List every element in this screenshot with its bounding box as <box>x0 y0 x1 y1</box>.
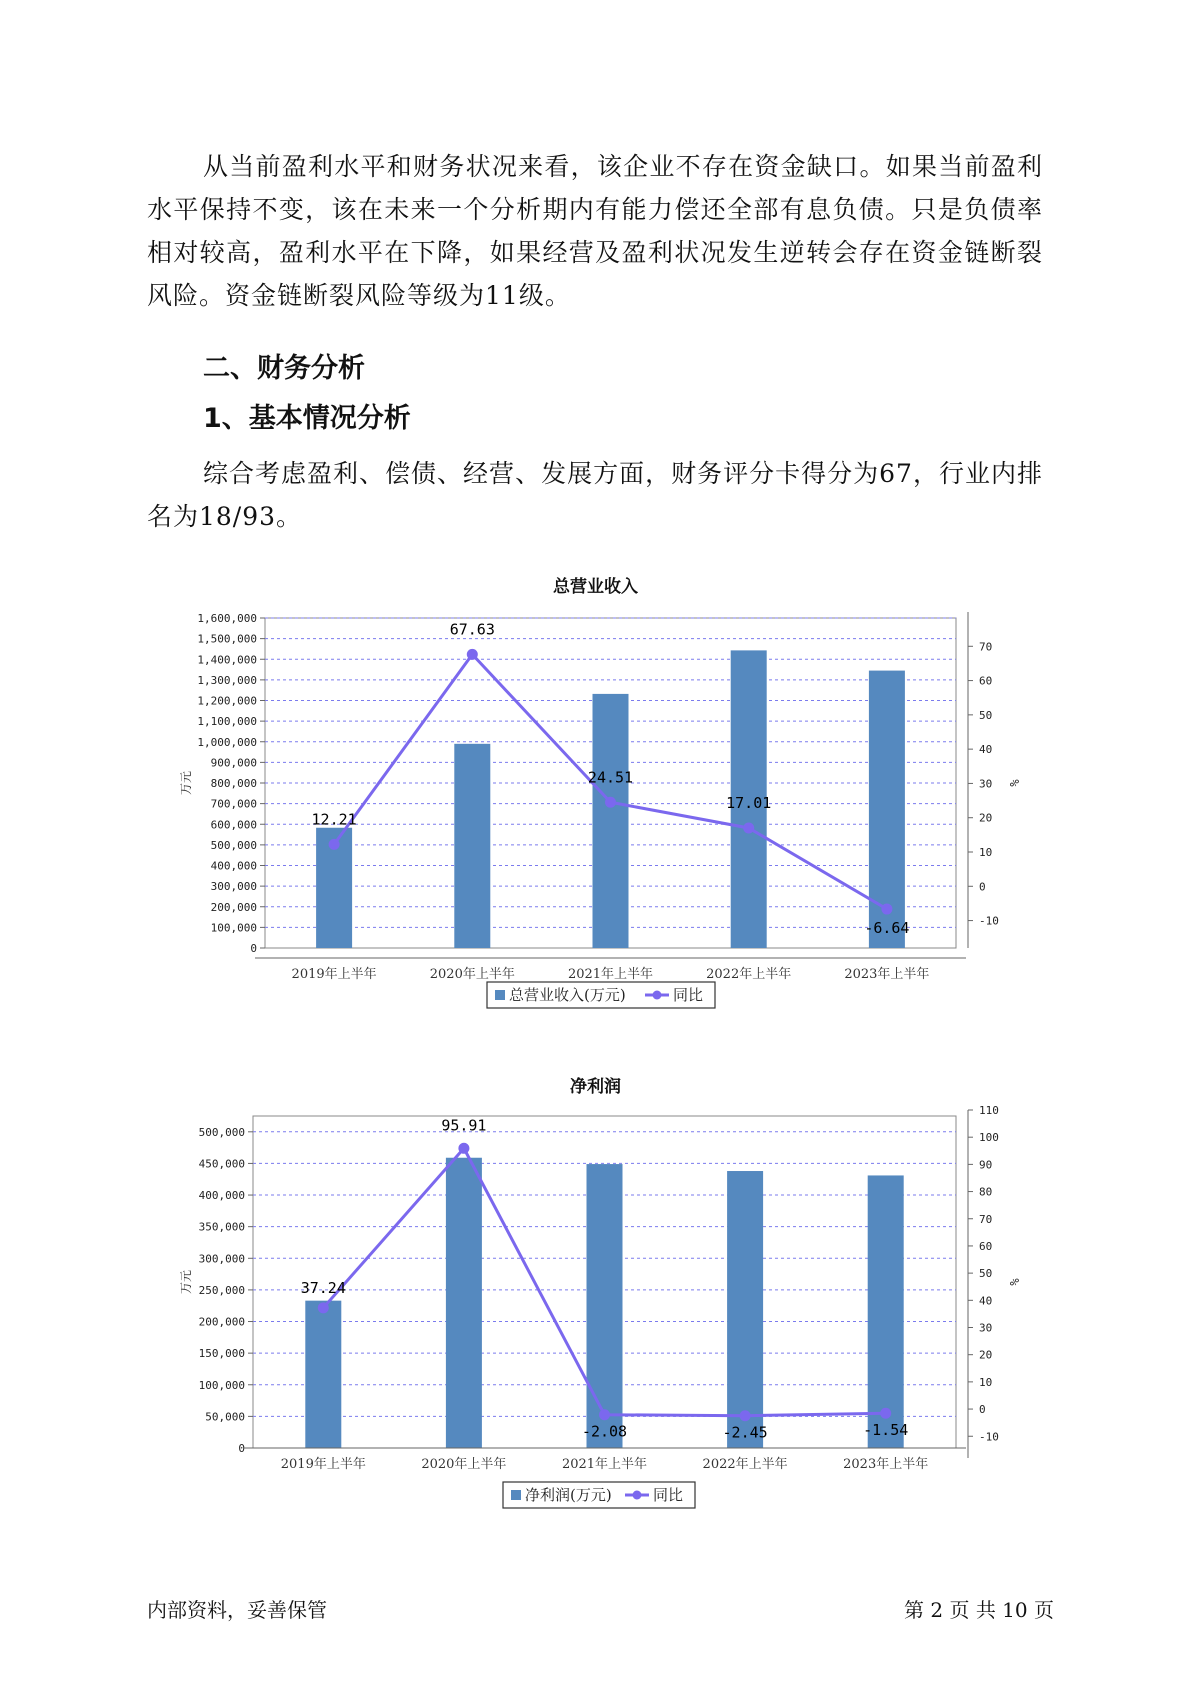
paragraph-scorecard: 综合考虑盈利、偿债、经营、发展方面，财务评分卡得分为67，行业内排名为18/93。 <box>147 459 1043 531</box>
yoy-point <box>458 1143 469 1154</box>
y-tick-label: 0 <box>250 942 257 955</box>
footer-confidential: 内部资料，妥善保管 <box>147 1598 327 1622</box>
y-tick-label: 1,200,000 <box>197 694 257 708</box>
y2-tick-label: 80 <box>979 1185 993 1199</box>
revenue-chart <box>0 600 1191 1025</box>
section-heading: 二、财务分析 <box>203 353 365 384</box>
legend-bar-label: 净利润(万元) <box>525 1486 612 1504</box>
y-tick-label: 1,400,000 <box>197 653 257 667</box>
bar <box>727 1171 763 1448</box>
yoy-point <box>881 904 892 915</box>
y-tick-label: 700,000 <box>210 797 257 811</box>
yoy-point <box>740 1410 751 1421</box>
data-label: -2.45 <box>722 1423 768 1442</box>
footer-page-number: 第 2 页 共 10 页 <box>904 1598 1054 1622</box>
y-tick-label: 1,300,000 <box>197 673 257 687</box>
y-tick-label: 300,000 <box>198 1252 245 1266</box>
y-axis-label: 万元 <box>179 770 193 796</box>
y-tick-label: 500,000 <box>210 838 257 852</box>
y2-tick-label: 0 <box>979 880 986 894</box>
y-tick-label: 200,000 <box>210 900 257 914</box>
legend-bar-label: 总营业收入(万元) <box>509 986 626 1004</box>
x-tick-label: 2019年上半年 <box>291 967 377 982</box>
y2-axis-label: % <box>1007 1278 1021 1286</box>
y2-tick-label: 100 <box>979 1131 999 1145</box>
y2-tick-label: 90 <box>979 1158 993 1172</box>
legend-line-label: 同比 <box>653 1486 684 1504</box>
y-tick-label: 200,000 <box>198 1315 245 1329</box>
data-label: 24.51 <box>587 768 634 787</box>
y2-tick-label: 20 <box>979 811 993 825</box>
y-axis-label: 万元 <box>179 1269 193 1295</box>
y-tick-label: 300,000 <box>210 880 257 894</box>
y2-tick-label: 50 <box>979 1267 993 1281</box>
subsection-heading: 1、基本情况分析 <box>203 403 411 434</box>
bar <box>454 744 490 948</box>
y-tick-label: 1,600,000 <box>197 612 257 625</box>
y-tick-label: 1,000,000 <box>197 735 257 749</box>
yoy-point <box>743 822 754 833</box>
bar <box>868 1175 904 1448</box>
data-label: -2.08 <box>581 1422 628 1441</box>
data-label: 17.01 <box>726 793 772 812</box>
y2-tick-label: 40 <box>979 1294 993 1308</box>
data-label: 37.24 <box>300 1278 346 1297</box>
y-tick-label: 900,000 <box>210 756 257 770</box>
y2-tick-label: 30 <box>979 777 993 791</box>
x-tick-label: 2021年上半年 <box>561 1457 648 1472</box>
x-tick-label: 2020年上半年 <box>421 1457 507 1472</box>
data-label: 95.91 <box>441 1116 487 1135</box>
yoy-point <box>880 1408 891 1419</box>
y-tick-label: 500,000 <box>198 1125 245 1139</box>
y2-tick-label: 70 <box>979 640 993 654</box>
y-tick-label: 150,000 <box>198 1347 245 1361</box>
y2-tick-label: 30 <box>979 1321 993 1335</box>
x-tick-label: 2023年上半年 <box>843 1457 929 1472</box>
y-tick-label: 1,500,000 <box>197 632 257 646</box>
y-tick-label: 50,000 <box>205 1410 245 1424</box>
bar <box>587 1164 623 1448</box>
bar <box>446 1158 482 1448</box>
y2-tick-label: 110 <box>979 1104 999 1117</box>
chart-title-net-profit: 净利润 <box>570 1077 621 1097</box>
legend-bar-swatch <box>511 1490 521 1500</box>
x-tick-label: 2022年上半年 <box>702 1457 788 1472</box>
yoy-point <box>599 1409 610 1420</box>
y-tick-label: 0 <box>238 1442 245 1455</box>
x-tick-label: 2022年上半年 <box>706 967 792 982</box>
y2-tick-label: 70 <box>979 1212 993 1226</box>
paragraph-funding-assessment: 从当前盈利水平和财务状况来看，该企业不存在资金缺口。如果当前盈利水平保持不变，该在未来一个分析期内有能力偿还全部有息负债。只是负债率相对较高，盈利水平在下降，如果经营及盈利状况发生逆转会存在资金链断裂风险。资金链断裂风险等级为11级。 <box>147 152 1043 310</box>
yoy-point <box>318 1302 329 1313</box>
bar <box>305 1301 341 1448</box>
y2-tick-label: 40 <box>979 743 993 757</box>
legend-line-marker <box>633 1491 642 1500</box>
legend-bar-swatch <box>495 990 505 1000</box>
y2-axis-label: % <box>1007 779 1021 787</box>
y2-tick-label: 60 <box>979 1239 993 1253</box>
y2-tick-label: 0 <box>979 1403 986 1417</box>
yoy-point <box>329 839 340 850</box>
y2-tick-label: -10 <box>979 914 999 928</box>
y2-tick-label: 20 <box>979 1348 993 1362</box>
x-tick-label: 2021年上半年 <box>567 967 654 982</box>
yoy-point <box>605 797 616 808</box>
y2-tick-label: 50 <box>979 708 993 722</box>
y-tick-label: 450,000 <box>198 1157 245 1171</box>
y-tick-label: 600,000 <box>210 818 257 832</box>
y-tick-label: 1,100,000 <box>197 715 257 729</box>
x-tick-label: 2020年上半年 <box>429 967 515 982</box>
y2-tick-label: -10 <box>979 1430 999 1444</box>
y-tick-label: 350,000 <box>198 1220 245 1234</box>
yoy-point <box>467 649 478 660</box>
y-tick-label: 250,000 <box>198 1283 245 1297</box>
data-label: 67.63 <box>449 620 495 639</box>
legend-line-label: 同比 <box>673 986 704 1004</box>
bar <box>593 694 629 948</box>
y2-tick-label: 60 <box>979 674 993 688</box>
y-tick-label: 400,000 <box>198 1189 245 1203</box>
data-label: -6.64 <box>864 919 910 938</box>
y2-tick-label: 10 <box>979 1375 993 1389</box>
y-tick-label: 800,000 <box>210 777 257 790</box>
net-profit-chart <box>0 1100 1191 1520</box>
x-tick-label: 2019年上半年 <box>280 1457 366 1472</box>
y2-tick-label: 10 <box>979 846 993 859</box>
y-tick-label: 100,000 <box>210 921 257 935</box>
chart-title-revenue: 总营业收入 <box>553 577 638 597</box>
y-tick-label: 400,000 <box>210 859 257 873</box>
legend-line-marker <box>653 991 662 1000</box>
y-tick-label: 100,000 <box>198 1378 245 1392</box>
data-label: 12.21 <box>311 810 357 829</box>
x-tick-label: 2023年上半年 <box>844 967 930 982</box>
data-label: -1.54 <box>863 1421 909 1440</box>
